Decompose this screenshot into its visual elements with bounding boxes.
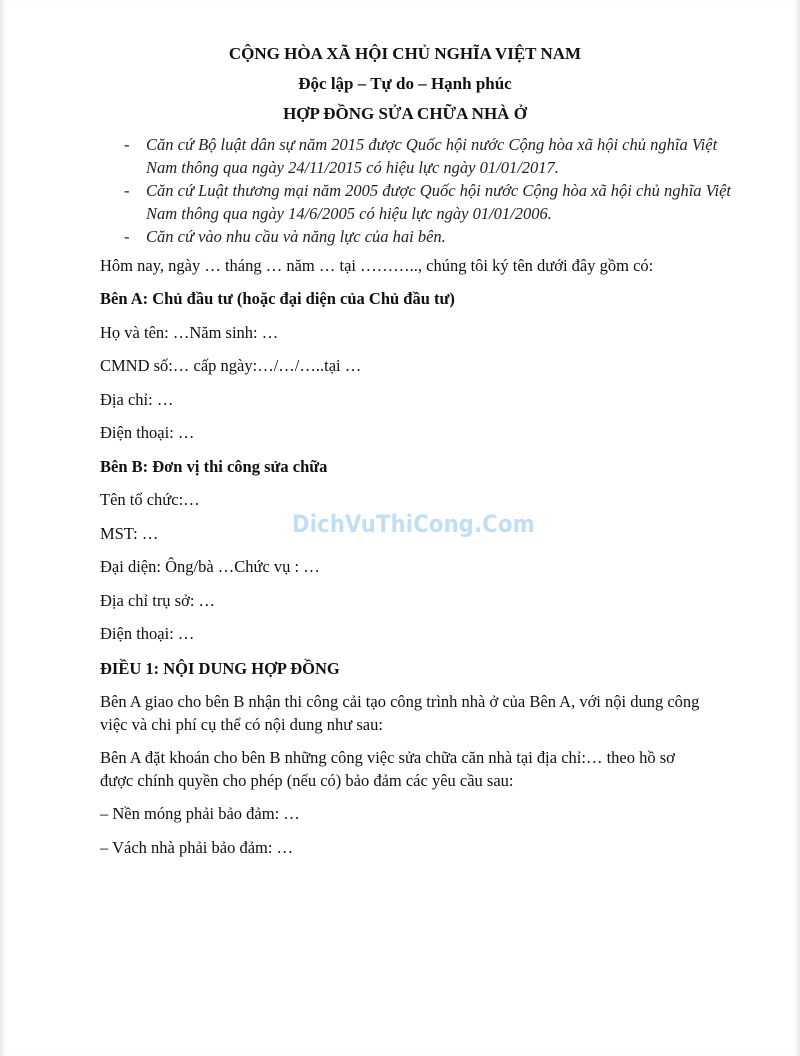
party-b-org-field: Tên tổ chức:… (100, 490, 200, 509)
document-content (100, 36, 732, 859)
article-1-paragraph-2: Bên A đặt khoán cho bên B những công việc sửa chữa căn nhà tại địa chỉ:… theo hồ sơ được chính quyền cho phép (nếu có) bảo đảm các yêu cầu sau: (100, 748, 675, 790)
watermark-text: DichVuThiCong.Com (292, 510, 535, 538)
party-a-phone-field: Điện thoại: … (100, 423, 195, 442)
party-a-heading: Bên A: Chủ đầu tư (hoặc đại diện của Chủ đầu tư) (100, 289, 455, 308)
party-b-phone-field: Điện thoại: … (100, 624, 195, 643)
article-1-item-foundation: – Nền móng phải bảo đảm: … (100, 804, 300, 823)
party-a-id-field: CMND số:… cấp ngày:…/…/…..tại … (100, 356, 362, 375)
article-1-paragraph-1: Bên A giao cho bên B nhận thi công cải tạo công trình nhà ở của Bên A, với nội dung công việc và chi phí cụ thể có nội dung như sau: (100, 692, 700, 734)
legal-basis-item (100, 180, 746, 225)
bullet-dash: - (124, 135, 130, 154)
party-a-name-field: Họ và tên: …Năm sinh: … (100, 322, 279, 342)
motto-heading: Độc lập – Tự do – Hạnh phúc (298, 74, 512, 93)
legal-basis-item (100, 134, 746, 179)
party-b-tax-field: MST: … (100, 523, 159, 543)
party-b-heading: Bên B: Đơn vị thi công sửa chữa (100, 456, 328, 476)
party-b-address-field: Địa chỉ trụ sở: … (100, 590, 216, 610)
nation-heading: CỘNG HÒA XÃ HỘI CHỦ NGHĨA VIỆT NAM (228, 44, 582, 63)
legal-bases-list (100, 134, 732, 249)
contract-title: HỢP ĐỒNG SỬA CHỮA NHÀ Ở (283, 104, 527, 123)
party-b-rep-field: Đại diện: Ông/bà …Chức vụ : … (100, 557, 320, 576)
legal-basis-text: Căn cứ Luật thương mại năm 2005 được Quốc hội nước Cộng hòa xã hội chủ nghĩa Việt Nam thông qua ngày 14/6/2005 có hiệu lực ngày 01/01/2006. (146, 181, 732, 223)
legal-basis-text: Căn cứ Bộ luật dân sự năm 2015 được Quốc hội nước Cộng hòa xã hội chủ nghĩa Việt Nam thông qua ngày 24/11/2015 có hiệu lực ngày 01/01/2017. (146, 135, 718, 177)
intro-paragraph: Hôm nay, ngày … tháng … năm … tại ……….., chúng tôi ký tên dưới đây gồm có: (100, 255, 654, 275)
bullet-dash: - (124, 227, 130, 246)
article-1-item-walls: – Vách nhà phải bảo đảm: … (100, 837, 294, 857)
article-1-heading: ĐIỀU 1: NỘI DUNG HỢP ĐỒNG (100, 658, 340, 678)
legal-basis-item (100, 226, 746, 249)
legal-basis-text: Căn cứ vào nhu cầu và năng lực của hai bên. (146, 227, 446, 246)
party-a-address-field: Địa chỉ: … (100, 389, 174, 409)
bullet-dash: - (124, 181, 130, 200)
